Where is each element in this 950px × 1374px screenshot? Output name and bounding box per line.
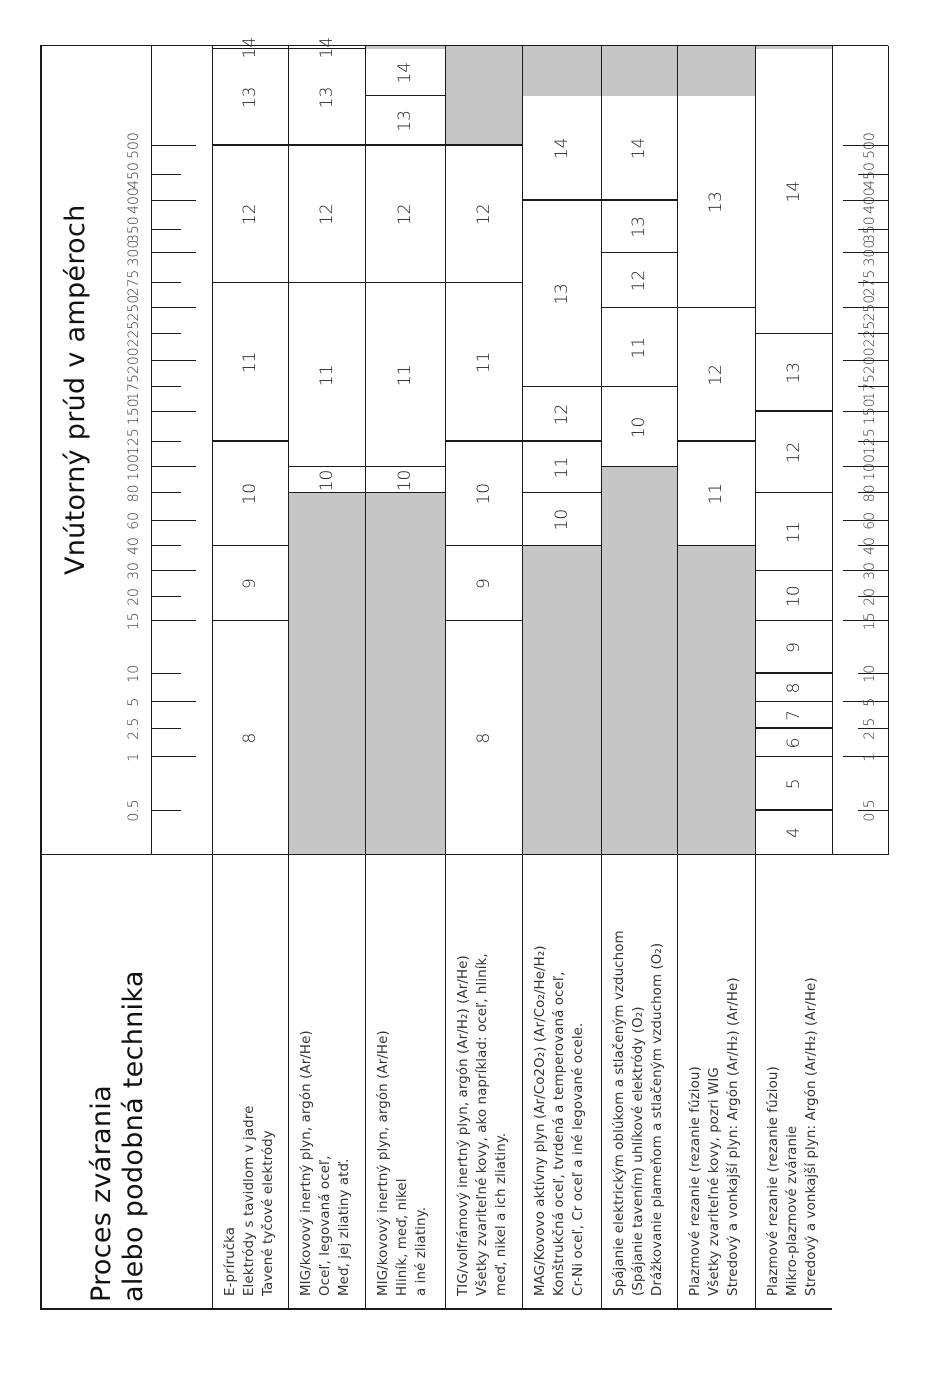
row-separator	[677, 46, 678, 1310]
scale-label: 275	[862, 269, 878, 297]
process-label	[610, 876, 667, 1296]
shade-number: 13	[395, 110, 415, 132]
na-shading	[522, 546, 601, 855]
shade-number: 11	[240, 351, 260, 374]
segment-divider	[755, 333, 832, 334]
segment-divider	[522, 440, 601, 441]
na-shading	[677, 546, 755, 855]
segment-divider	[522, 492, 601, 493]
scale-label: 20	[126, 588, 142, 606]
segment-divider	[601, 252, 677, 253]
scale-label: 125	[862, 428, 878, 455]
shade-number: 13	[706, 191, 726, 213]
scale-label: 40	[862, 537, 878, 555]
shade-number: 8	[473, 732, 494, 744]
na-shading	[288, 493, 365, 855]
segment-divider	[445, 620, 522, 621]
segment-divider	[677, 545, 755, 546]
segment-divider	[212, 545, 288, 546]
segment-divider	[212, 48, 288, 49]
scale-label: 175	[862, 374, 878, 401]
shade-number: 9	[783, 642, 804, 653]
shade-number: 13	[629, 216, 649, 238]
process-label-line: MIG/kovový inertný plyn, argón (Ar/He)	[299, 1030, 314, 1296]
shade-number: 10	[551, 508, 572, 531]
scale-label: 100	[126, 454, 142, 481]
row-separator	[601, 46, 602, 1310]
shade-number: 12	[240, 203, 260, 226]
scale-tick	[151, 467, 196, 468]
na-shading	[755, 46, 832, 49]
scale-label: 80	[862, 484, 878, 503]
segment-divider	[212, 620, 288, 621]
scale-label: 0.5	[862, 799, 878, 822]
shade-number: 11	[783, 521, 804, 544]
process-label-line: Meď, jej zliatiny atď.	[337, 1158, 352, 1296]
column-divider	[40, 854, 888, 855]
scale-tick	[151, 620, 196, 621]
segment-divider	[445, 282, 522, 283]
shade-number: 11	[551, 456, 572, 479]
scale-label: 5	[862, 697, 878, 707]
shade-number: 13	[783, 362, 804, 384]
shade-number: 12	[706, 364, 726, 386]
segment-divider	[755, 410, 832, 411]
process-label-line: a iné zliatiny.	[414, 1206, 429, 1296]
scale-tick	[151, 252, 196, 253]
scale-tick	[151, 596, 181, 597]
scale-tick	[151, 229, 181, 230]
scale-tick	[151, 282, 181, 283]
scale-label: 175	[126, 374, 142, 401]
segment-divider	[365, 282, 445, 283]
scale-tick	[151, 360, 196, 361]
na-shading	[365, 493, 445, 855]
process-label	[221, 876, 278, 1296]
shade-number: 10	[316, 469, 337, 492]
segment-divider	[755, 492, 832, 493]
segment-divider	[677, 440, 755, 441]
left-header-title	[86, 970, 150, 1302]
segment-divider	[365, 144, 445, 145]
shade-number: 9	[240, 578, 260, 589]
scale-label: 1	[126, 752, 142, 762]
scale-tick	[151, 145, 196, 146]
process-label-line: Tavené tyčové elektródy	[261, 1130, 276, 1296]
scale-label: 225	[862, 320, 878, 348]
na-shading	[365, 46, 445, 49]
process-label-line: Stredový a vonkajší plyn: Argón (Ar/H₂) (Ar/He)	[804, 977, 819, 1296]
scale-tick	[151, 701, 196, 702]
process-label-line: Všetky zvariteľné kovy, ako napríklad: oceľ, hliník,	[475, 953, 490, 1296]
left-border	[40, 1308, 832, 1310]
segment-divider	[677, 307, 755, 308]
segment-divider	[288, 48, 365, 49]
shade-number: 9	[473, 578, 494, 589]
scale-label: 500	[126, 132, 142, 159]
segment-divider	[601, 199, 677, 200]
scale-tick	[151, 520, 196, 521]
scale-tick	[151, 333, 181, 334]
segment-divider	[755, 727, 832, 728]
na-shading	[522, 46, 601, 96]
scale-label: 450	[862, 162, 878, 189]
shade-number: 4	[783, 827, 804, 839]
segment-divider	[212, 144, 288, 145]
shade-number: 13	[551, 283, 572, 305]
scale-label: 250	[126, 294, 142, 322]
segment-divider	[755, 756, 832, 757]
scale-label: 300	[126, 239, 142, 267]
scale-label: 100	[862, 454, 878, 481]
process-label-line: Konštrukčná oceľ, tvrdená a temperovaná oceľ,	[552, 971, 567, 1296]
shade-number: 10	[473, 482, 494, 505]
shade-number: 11	[706, 482, 726, 505]
shade-number: 12	[316, 203, 337, 226]
shade-number: 8	[240, 732, 260, 744]
scale-tick	[151, 545, 181, 546]
segment-divider	[755, 570, 832, 571]
process-label-line: E-príručka	[223, 1226, 238, 1296]
na-shading	[601, 468, 677, 856]
segment-divider	[365, 466, 445, 467]
shade-number: 12	[395, 203, 415, 226]
process-label-line: MIG/kovový inertný plyn, argón (Ar/He)	[376, 1030, 391, 1296]
scale-label: 30	[862, 562, 878, 580]
scale-tick	[151, 411, 196, 412]
segment-divider	[601, 307, 677, 308]
row-separator	[522, 46, 523, 1310]
scale-label: 150	[862, 398, 878, 426]
process-label-line: Stredový a vonkajší plyn: Argón (Ar/H₂) (Ar/He)	[726, 977, 741, 1296]
scale-label: 200	[862, 347, 878, 375]
na-shading	[677, 46, 755, 96]
shade-number: 11	[395, 364, 415, 387]
scale-label: 60	[862, 511, 878, 530]
segment-divider	[212, 282, 288, 283]
process-label-line: Mikro-plazmové zváranie	[785, 1125, 800, 1296]
scale-tick	[151, 441, 181, 442]
row-separator	[365, 46, 366, 1310]
scale-label: 300	[862, 239, 878, 267]
rotated-table	[40, 10, 890, 1310]
scale-tick	[151, 200, 196, 201]
process-label	[297, 876, 354, 1296]
row-separator	[755, 46, 756, 1310]
scale-tick	[151, 386, 181, 387]
shade-number: 13	[240, 86, 260, 109]
process-label-line: Plazmové rezanie (rezanie fúziou)	[688, 1066, 703, 1296]
left-header-line1: Proces zvárania	[86, 1085, 117, 1302]
process-label-line: Hliník, meď, nikel	[395, 1178, 410, 1296]
scale-label: 40	[126, 537, 142, 555]
segment-divider	[288, 466, 365, 467]
scale-label: 5	[126, 697, 142, 707]
right-header-title: Vnútorný prúd v ampéroch	[60, 204, 91, 575]
process-label-line: MAG/Kovovo aktívny plyn (Ar/Co2O₂) (Ar/Co₂/He/H₂)	[533, 945, 548, 1296]
scale-tick	[151, 810, 181, 811]
process-label-line: Plazmové rezanie (rezanie fúziou)	[766, 1066, 781, 1296]
scale-label: 15	[126, 612, 142, 631]
segment-divider	[755, 620, 832, 621]
scale-label: 10	[862, 664, 878, 683]
process-label-line: Všetky zvariteľné kovy, pozri WIG	[707, 1067, 722, 1296]
scale-label: 450	[126, 162, 142, 189]
scale-label: 350	[126, 216, 142, 244]
row-separator	[288, 46, 289, 1310]
shade-number: 12	[783, 441, 804, 464]
process-label-line: meď, nikel a ich zliatiny.	[494, 1132, 509, 1296]
segment-divider	[755, 672, 832, 673]
process-label-line: Oceľ, legovaná oceľ,	[318, 1155, 333, 1296]
bottom-border	[888, 46, 889, 855]
scale-label: 125	[126, 428, 142, 455]
top-scale-line	[151, 46, 152, 855]
process-label-line: TIG/volfrámový inertný plyn, argón (Ar/H₂) (Ar/He)	[456, 955, 471, 1296]
scale-tick	[151, 570, 196, 571]
segment-divider	[288, 282, 365, 283]
segment-divider	[212, 440, 288, 441]
scale-tick	[151, 492, 181, 493]
left-header-line2: alebo podobná technika	[118, 970, 149, 1302]
segment-divider	[365, 95, 445, 96]
right-border	[40, 45, 888, 46]
shade-number: 10	[629, 416, 649, 439]
shade-number: 10	[240, 482, 260, 505]
segment-divider	[288, 144, 365, 145]
na-shading	[601, 46, 677, 96]
process-label	[374, 876, 431, 1296]
process-label	[764, 876, 821, 1296]
segment-divider	[445, 545, 522, 546]
process-label-line: Drážkovanie plameňom a stlačeným vzduchom (O₂)	[650, 942, 665, 1296]
segment-divider	[445, 440, 522, 441]
scale-tick	[151, 728, 181, 729]
process-label	[686, 876, 743, 1296]
shade-number: 14	[783, 180, 804, 203]
shade-number: 13	[316, 86, 337, 109]
shade-number: 5	[783, 778, 804, 790]
segment-divider	[522, 386, 601, 387]
shade-number: 12	[473, 203, 494, 226]
segment-divider	[288, 492, 365, 493]
shade-number: 11	[629, 336, 649, 359]
segment-divider	[755, 701, 832, 702]
scale-label: 2.5	[862, 717, 878, 740]
scale-label: 10	[126, 664, 142, 683]
shade-number: 6	[783, 737, 804, 749]
segment-divider	[601, 466, 677, 467]
shade-number: 7	[783, 710, 804, 721]
shade-number: 11	[473, 351, 494, 374]
scale-tick	[151, 307, 196, 308]
scale-label: 30	[126, 562, 142, 580]
scale-label: 1	[862, 752, 878, 762]
scale-label: 80	[126, 484, 142, 503]
segment-divider	[522, 199, 601, 200]
scale-label: 0.5	[126, 799, 142, 822]
segment-divider	[601, 386, 677, 387]
scale-label: 400	[126, 187, 142, 214]
scale-label: 2.5	[126, 717, 142, 740]
header-separator	[212, 46, 213, 1310]
process-label-line: Elektródy s tavidlom v jadre	[242, 1105, 257, 1296]
shade-number: 10	[395, 469, 415, 492]
table-top-border	[40, 46, 42, 1310]
shade-number: 8	[783, 682, 804, 694]
scale-label: 15	[862, 612, 878, 631]
na-shading	[445, 46, 522, 146]
process-label	[454, 876, 511, 1296]
scale-label: 275	[126, 269, 142, 297]
process-label-line: Cr-Ni oceľ, Cr oceľ a iné legované ocele.	[571, 1022, 586, 1296]
scale-label: 350	[862, 216, 878, 244]
shade-number: 12	[629, 269, 649, 292]
scale-label: 60	[126, 511, 142, 530]
segment-divider	[365, 492, 445, 493]
row-separator	[445, 46, 446, 1310]
process-label-line: Spájanie elektrickým oblúkom a stlačeným vzduchom	[612, 930, 627, 1296]
scale-label: 200	[126, 347, 142, 375]
process-label-line: (Spájanie tavením) uhlíkové elektródy (O₂)	[631, 1006, 646, 1296]
scale-label: 150	[126, 398, 142, 426]
segment-divider	[445, 144, 522, 145]
shade-number: 12	[551, 403, 572, 426]
scale-label: 225	[126, 320, 142, 348]
scale-label: 250	[862, 294, 878, 322]
process-label	[531, 876, 588, 1296]
scale-label: 500	[862, 132, 878, 159]
scale-tick	[151, 756, 196, 757]
shade-number: 14	[395, 61, 415, 84]
shade-number: 14	[551, 137, 572, 160]
scale-tick	[151, 174, 181, 175]
shade-number: 14	[629, 137, 649, 160]
scale-label: 400	[862, 187, 878, 214]
segment-divider	[522, 545, 601, 546]
segment-divider	[755, 809, 832, 810]
shade-number: 11	[316, 364, 337, 387]
row-separator	[832, 46, 833, 855]
scale-label: 20	[862, 588, 878, 606]
shade-number: 10	[783, 585, 804, 607]
scale-tick	[151, 673, 181, 674]
